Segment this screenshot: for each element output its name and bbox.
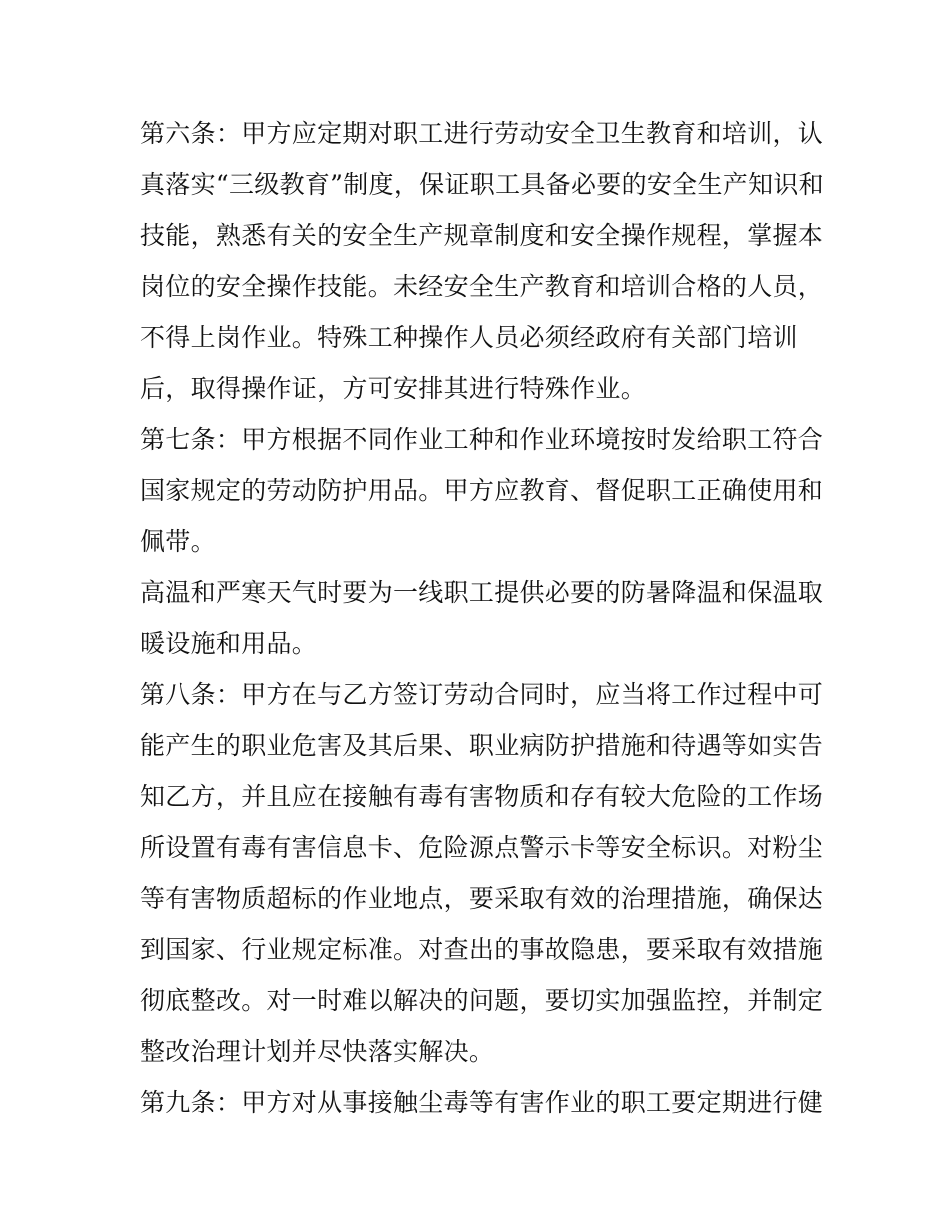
article-8-line-4: 所设置有毒有害信息卡、危险源点警示卡等安全标识。对粉尘 [140,833,824,862]
article-7-line-1: 第七条：甲方根据不同作业工种和作业环境按时发给职工符合 [140,425,824,454]
article-7-line-2: 国家规定的劳动防护用品。甲方应教育、督促职工正确使用和 [140,476,824,505]
article-6-line-1: 第六条：甲方应定期对职工进行劳动安全卫生教育和培训，认 [140,119,824,148]
article-6-line-4: 岗位的安全操作技能。未经安全生产教育和培训合格的人员， [140,272,824,301]
article-7-paragraph-2-line-1: 高温和严寒天气时要为一线职工提供必要的防暑降温和保温取 [140,578,824,607]
article-6-line-5: 不得上岗作业。特殊工种操作人员必须经政府有关部门培训 [140,323,798,352]
article-7-line-3: 佩带。 [140,527,216,556]
article-8-line-6: 到国家、行业规定标准。对查出的事故隐患，要采取有效措施 [140,935,824,964]
article-6-line-2: 真落实“三级教育”制度，保证职工具备必要的安全生产知识和 [140,170,824,199]
article-8-line-1: 第八条：甲方在与乙方签订劳动合同时，应当将工作过程中可 [140,680,824,709]
article-8-line-3: 知乙方，并且应在接触有毒有害物质和存有较大危险的工作场 [140,782,824,811]
article-8-line-7: 彻底整改。对一时难以解决的问题，要切实加强监控，并制定 [140,986,824,1015]
document-body [140,108,824,1128]
article-8-line-2: 能产生的职业危害及其后果、职业病防护措施和待遇等如实告 [140,731,824,760]
article-8-line-5: 等有害物质超标的作业地点，要采取有效的治理措施，确保达 [140,884,824,913]
article-6-line-3: 技能，熟悉有关的安全生产规章制度和安全操作规程，掌握本 [140,221,824,250]
article-7-paragraph-2-line-2: 暖设施和用品。 [140,629,318,658]
article-9-line-1: 第九条：甲方对从事接触尘毒等有害作业的职工要定期进行健 [140,1088,824,1117]
article-6-line-6: 后，取得操作证，方可安排其进行特殊作业。 [140,374,647,403]
article-8-line-8: 整改治理计划并尽快落实解决。 [140,1037,495,1066]
